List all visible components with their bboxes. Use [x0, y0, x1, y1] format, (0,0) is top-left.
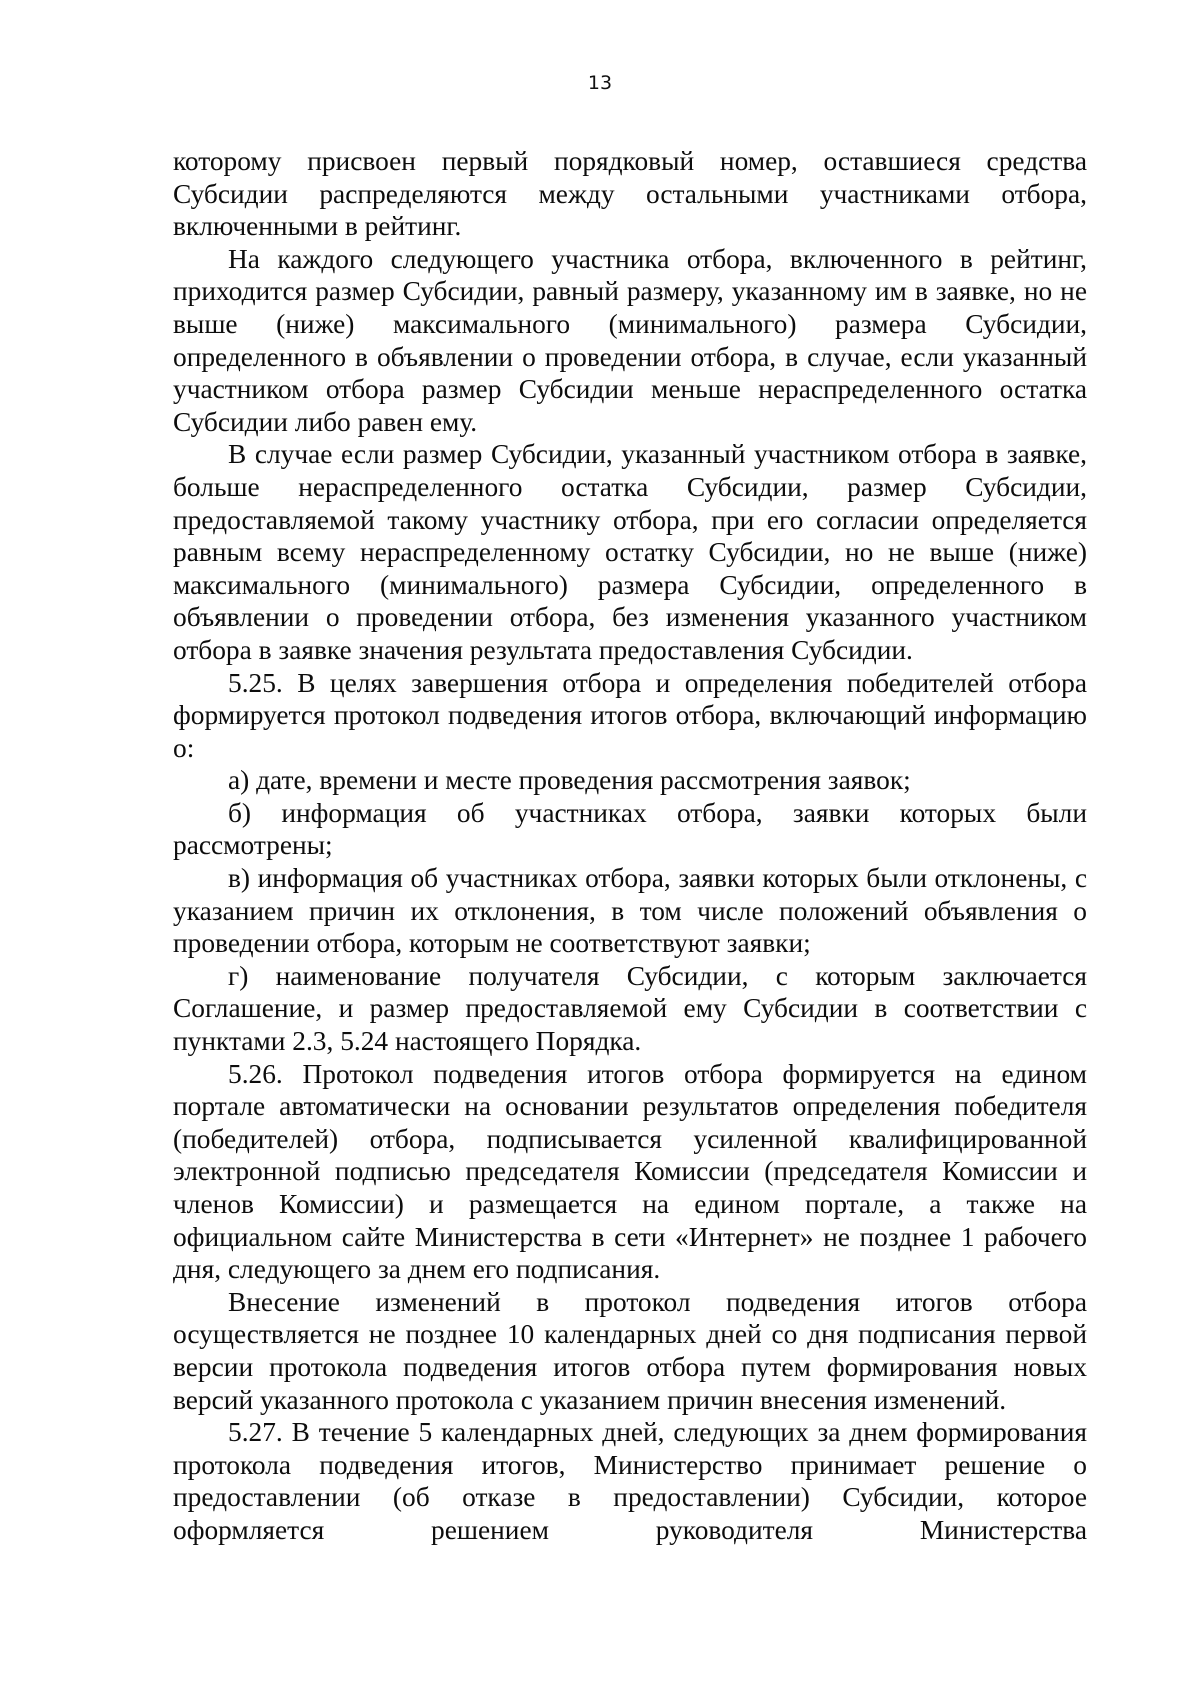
- page-number: 13: [587, 72, 613, 94]
- paragraph: На каждого следующего участника отбора, включенного в рейтинг, приходится размер Субсидии, равный размеру, указанному им в заявке, но не выше (ниже) максимального (минимального) размера Субсидии, определенного в объявлении о проведении отбора, в случае, если указанный участником отбора размер Субсидии меньше нераспределенного остатка Субсидии либо равен ему.: [173, 243, 1087, 437]
- document-body: [173, 145, 1087, 1547]
- list-item-g: г) наименование получателя Субсидии, с которым заключается Соглашение, и размер предоставляемой ему Субсидии в соответствии с пунктами 2.3, 5.24 настоящего Порядка.: [173, 960, 1087, 1057]
- list-item-b: б) информация об участниках отбора, заявки которых были рассмотрены;: [173, 797, 1087, 861]
- paragraph-5-25: 5.25. В целях завершения отбора и определения победителей отбора формируется протокол подведения итогов отбора, включающий информацию о:: [173, 667, 1087, 763]
- list-item-v: в) информация об участниках отбора, заявки которых были отклонены, с указанием причин их отклонения, в том числе положений объявления о проведении отбора, которым не соответствуют заявки;: [173, 863, 1087, 959]
- paragraph-5-26: 5.26. Протокол подведения итогов отбора формируется на едином портале автоматически на основании результатов определения победителя (победителей) отбора, подписывается усиленной квалифицированной электронной подписью председателя Комиссии (председателя Комиссии и членов Комиссии) и размещается на едином портале, а также на официальном сайте Министерства в сети «Интернет» не позднее 1 рабочего дня, следующего за днем его подписания.: [173, 1058, 1087, 1285]
- paragraph-continuation: которому присвоен первый порядковый номер, оставшиеся средства Субсидии распределяются между остальными участниками отбора, включенными в рейтинг.: [173, 146, 1087, 242]
- paragraph: Внесение изменений в протокол подведения итогов отбора осуществляется не позднее 10 календарных дней со дня подписания первой версии протокола подведения итогов отбора путем формирования новых версий указанного протокола с указанием причин внесения изменений.: [173, 1286, 1087, 1415]
- list-item-a: а) дате, времени и месте проведения рассмотрения заявок;: [228, 765, 911, 796]
- paragraph-5-27: 5.27. В течение 5 календарных дней, следующих за днем формирования протокола подведения итогов, Министерство принимает решение о предоставлении (об отказе в предоставлении) Субсидии, которое оформляется решением руководителя Министерства: [173, 1417, 1087, 1545]
- paragraph: В случае если размер Субсидии, указанный участником отбора в заявке, больше нераспределенного остатка Субсидии, размер Субсидии, предоставляемой такому участнику отбора, при его согласии определяется равным всему нераспределенному остатку Субсидии, но не выше (ниже) максимального (минимального) размера Субсидии, определенного в объявлении о проведении отбора, без изменения указанного участником отбора в заявке значения результата предоставления Субсидии.: [173, 439, 1087, 665]
